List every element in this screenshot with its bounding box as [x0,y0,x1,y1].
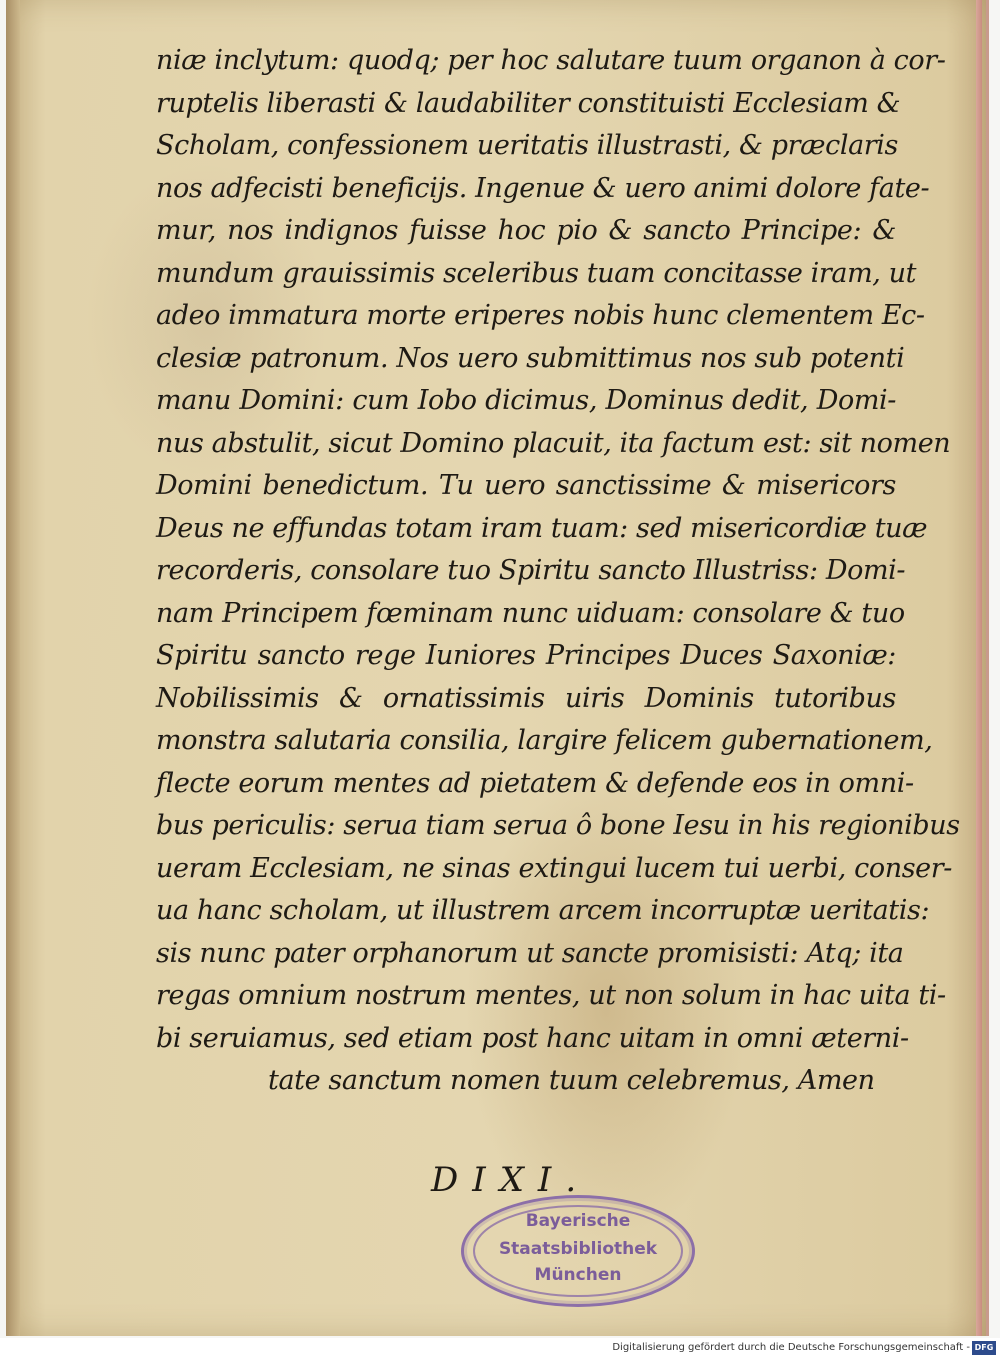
text-line: sis nunc pater orphanorum ut sancte promisisti: Atq; ita [156,937,904,969]
text-line: Scholam, confessionem ueritatis illustrasti, & præclaris [156,130,898,161]
text-line: nos adfecisti beneficijs. Ingenue & uero animi dolore fate- [156,172,930,204]
stamp-line-1: Bayerische [525,1211,631,1231]
text-line: mur, nos indignos fuisse hoc pio & sancto Principe: & [156,215,896,246]
text-line: Nobilissimis & ornatissimis uiris Dominis tutoribus [156,682,896,714]
text-line: Deus ne effundas totam iram tuam: sed misericordiæ tuæ [156,512,928,544]
text-line: ua hanc scholam, ut illustrem arcem incorruptæ ueritatis: [156,895,930,926]
library-stamp [461,1195,695,1307]
text-line: clesiæ patronum. Nos uero submittimus nos sub potenti [156,342,905,374]
text-line: bus periculis: serua tiam serua ô bone Iesu in his regionibus [156,810,960,841]
dfg-logo: DFG [972,1341,996,1355]
closing-word: DIXI. [431,1160,591,1200]
body-text [156,40,960,1103]
text-line: ruptelis liberasti & laudabiliter constituisti Ecclesiam & [156,87,901,119]
text-line: nus abstulit, sicut Domino placuit, ita factum est: sit nomen [156,427,951,459]
text-line: mundum grauissimis sceleribus tuam concitasse iram, ut [156,257,917,289]
text-line: flecte eorum mentes ad pietatem & defende eos in omni- [156,767,914,799]
text-line: Domini benedictum. Tu uero sanctissime & misericors [156,470,896,501]
book-spine-edge [6,0,20,1336]
stamp-line-3: München [534,1265,622,1285]
text-line: Spiritu sancto rege Iuniores Principes Duces Saxoniæ: [156,640,896,671]
funding-credit: Digitalisierung gefördert durch die Deutsche Forschungsgemeinschaft - [612,1342,970,1353]
text-line: nam Principem fœminam nunc uiduam: consolare & tuo [156,597,905,629]
footer-bar [0,1338,1000,1362]
book-page [6,0,989,1336]
text-line: bi seruiamus, sed etiam post hanc uitam in omni æterni- [156,1022,909,1054]
text-line: manu Domini: cum Iobo dicimus, Dominus dedit, Domi- [156,385,896,416]
text-line: niæ inclytum: quodq; per hoc salutare tuum organon à cor- [156,45,946,76]
text-line: recorderis, consolare tuo Spiritu sancto Illustriss: Domi- [156,555,906,586]
text-line: adeo immatura morte eriperes nobis hunc clementem Ec- [156,300,925,331]
page-fore-edge [976,0,982,1336]
text-line-final: tate sanctum nomen tuum celebremus, Amen [268,1065,875,1096]
text-line: regas omnium nostrum mentes, ut non solum in hac uita ti- [156,980,946,1011]
text-line: monstra salutaria consilia, largire felicem gubernationem, [156,725,933,756]
text-line: ueram Ecclesiam, ne sinas extingui lucem tui uerbi, conser- [156,852,952,884]
stamp-line-2: Staatsbibliothek [498,1239,658,1259]
